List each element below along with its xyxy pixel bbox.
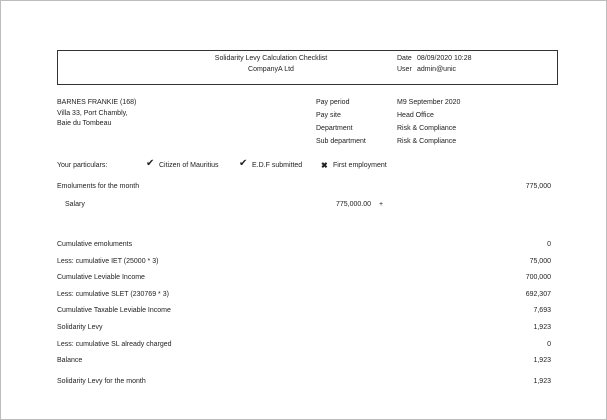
emoluments-label: Emoluments for the month bbox=[57, 183, 140, 190]
report-title: Solidarity Levy Calculation Checklist bbox=[214, 55, 328, 62]
pay-site-value: Head Office bbox=[397, 112, 434, 119]
first-employment-label: First employment bbox=[333, 162, 387, 169]
summary-row-label: Less: cumulative IET (25000 * 3) bbox=[57, 258, 159, 265]
salary-value: 775,000.00 bbox=[335, 201, 371, 208]
pay-period-value: M9 September 2020 bbox=[397, 99, 461, 106]
employee-address-line1: Villa 33, Port Chambly, bbox=[57, 110, 128, 117]
summary-row-label: Balance bbox=[57, 357, 83, 364]
pay-site-label: Pay site bbox=[316, 112, 341, 119]
summary-row-value: 7,693 bbox=[533, 307, 551, 314]
user-label: User bbox=[397, 66, 412, 73]
emoluments-total: 775,000 bbox=[525, 183, 551, 190]
employee-address-line2: Baie du Tombeau bbox=[57, 120, 112, 127]
summary-row-value: 1,923 bbox=[533, 357, 551, 364]
cross-icon: ✖ bbox=[321, 161, 328, 170]
summary-row-value: 700,000 bbox=[525, 274, 551, 281]
salary-label: Salary bbox=[65, 201, 85, 208]
summary-row-label: Cumulative emoluments bbox=[57, 241, 133, 248]
summary-row-value: 1,923 bbox=[533, 324, 551, 331]
summary-row-value: 0 bbox=[547, 341, 551, 348]
summary-row-label: Cumulative Leviable Income bbox=[57, 274, 145, 281]
summary-row-label: Solidarity Levy bbox=[57, 324, 103, 331]
final-levy-label: Solidarity Levy for the month bbox=[57, 378, 146, 385]
employee-name: BARNES FRANKIE (168) bbox=[57, 99, 137, 106]
department-label: Department bbox=[316, 125, 353, 132]
pay-period-label: Pay period bbox=[316, 99, 350, 106]
check-icon: ✔ bbox=[146, 158, 155, 169]
summary-row-label: Less: cumulative SL already charged bbox=[57, 341, 172, 348]
company-name: CompanyA Ltd bbox=[248, 66, 294, 73]
particulars-label: Your particulars: bbox=[57, 162, 108, 169]
date-value: 08/09/2020 10:28 bbox=[417, 55, 472, 62]
summary-row-value: 692,307 bbox=[525, 291, 551, 298]
citizen-of-mauritius-label: Citizen of Mauritius bbox=[159, 162, 219, 169]
summary-row-label: Cumulative Taxable Leviable Income bbox=[57, 307, 171, 314]
sub-department-value: Risk & Compliance bbox=[397, 138, 457, 145]
department-value: Risk & Compliance bbox=[397, 125, 457, 132]
final-levy-value: 1,923 bbox=[533, 378, 551, 385]
edf-submitted-label: E.D.F submitted bbox=[252, 162, 303, 169]
check-icon: ✔ bbox=[239, 158, 248, 169]
salary-sign: + bbox=[379, 201, 384, 208]
summary-row-value: 0 bbox=[547, 241, 551, 248]
summary-row-value: 75,000 bbox=[529, 258, 551, 265]
user-value: admin@unic bbox=[417, 66, 457, 73]
sub-department-label: Sub department bbox=[316, 138, 366, 145]
date-label: Date bbox=[397, 55, 412, 62]
summary-row-label: Less: cumulative SLET (230769 * 3) bbox=[57, 291, 169, 298]
